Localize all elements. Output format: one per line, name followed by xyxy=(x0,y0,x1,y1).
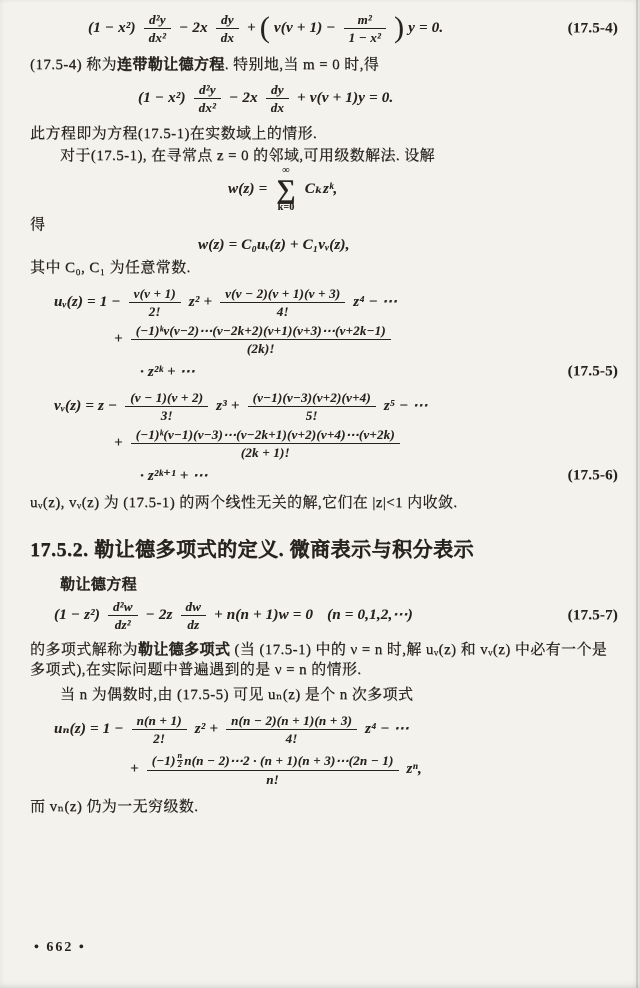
fraction xyxy=(248,390,376,423)
exponent-numerator: n xyxy=(177,751,183,760)
paragraph-associated-legendre xyxy=(30,55,618,75)
eq-term: + ν(ν + 1)y = 0. xyxy=(297,89,394,106)
equation-17-5-6-line2 xyxy=(30,427,618,460)
frac-numerator: dw xyxy=(181,599,207,616)
paragraph-even-n: 当 n 为偶数时,由 (17.5-5) 可见 uₙ(z) 是个 n 次多项式 xyxy=(60,687,414,703)
frac-numerator: dy xyxy=(216,12,239,29)
frac-numerator: (ν−1)(ν−3)(ν+2)(ν+4) xyxy=(248,390,376,407)
equation-17-5-5-line3 xyxy=(30,362,618,381)
frac-denominator: dx xyxy=(220,30,235,45)
fraction xyxy=(226,713,357,746)
equation-17-5-7 xyxy=(30,599,618,632)
text-run: (当 (17.5-1) 中的 ν = n 时,解 uᵥ(z) 和 vᵥ(z) 中必有一个是多项式),在实际问题中普遍遇到的是 ν = n 的情形. xyxy=(30,642,608,678)
sum-upper-limit: ∞ xyxy=(282,165,290,176)
sigma-glyph: ∑ xyxy=(276,174,296,204)
eq-term: · z²ᵏ + ⋯ xyxy=(140,364,195,380)
equation-number: (17.5-7) xyxy=(567,607,618,623)
frac-numerator: (−1)ᵏ(ν−1)(ν−3)⋯(ν−2k+1)(ν+2)(ν+4)⋯(ν+2k) xyxy=(131,427,400,444)
text-run: 的多项式解称为 xyxy=(30,642,138,658)
frac-denominator: (2k + 1)! xyxy=(240,445,290,460)
frac-denominator: dz² xyxy=(114,617,131,632)
fraction-dy-dx xyxy=(266,82,289,115)
fraction-general-term xyxy=(131,427,400,460)
paragraph-series-method: 对于(17.5-1), 在寻常点 z = 0 的邻域,可用级数解法. 设解 xyxy=(60,148,435,164)
eq-term: (−1) xyxy=(151,753,176,768)
eq-term: + n(n + 1)w = 0 xyxy=(214,606,314,623)
frac-denominator: 2! xyxy=(148,304,161,319)
eq-term: z³ + xyxy=(216,397,240,414)
section-heading-17-5-2: 17.5.2. 勒让德多项式的定义. 微商表示与积分表示 xyxy=(30,539,474,561)
equation-number: (17.5-5) xyxy=(567,363,618,379)
frac-numerator: n(n + 1) xyxy=(132,713,187,730)
frac-denominator: 4! xyxy=(285,731,298,746)
exponent-fraction-n-over-2 xyxy=(177,752,184,769)
eq-term: + xyxy=(114,434,123,451)
eq-term: − 2z xyxy=(145,606,173,623)
eq-term: − 2x xyxy=(179,19,208,36)
fraction-dy-dx xyxy=(216,12,239,45)
eq-condition: (n = 0,1,2,⋯) xyxy=(327,606,413,623)
eq-term: z⁴ − ⋯ xyxy=(365,720,409,737)
summation-symbol xyxy=(276,166,295,213)
equation-series-ansatz xyxy=(30,166,618,213)
eq-term: − 2x xyxy=(229,89,258,106)
equation-number: (17.5-4) xyxy=(567,20,618,36)
frac-numerator: ν(ν + 1) xyxy=(129,286,181,303)
frac-denominator: (2k)! xyxy=(246,341,275,356)
frac-denominator: dx xyxy=(270,100,285,115)
frac-numerator: d²w xyxy=(108,599,138,616)
bold-term-associated-legendre: 连带勒让德方程 xyxy=(116,57,225,73)
fraction-d2y-dx2 xyxy=(194,82,222,115)
text-run: . 特别地,当 m = 0 时,得 xyxy=(224,57,380,73)
exponent-denominator: 2 xyxy=(177,760,182,769)
fraction xyxy=(125,390,208,423)
frac-numerator: (ν − 1)(ν + 2) xyxy=(125,390,208,407)
eq-term: y = 0. xyxy=(408,19,444,36)
paragraph-de: 得 xyxy=(30,217,46,233)
equation-17-5-6-line1 xyxy=(30,390,618,423)
big-right-paren: ) xyxy=(394,10,405,44)
eq-term: n(n − 2)⋯2 · (n + 1)(n + 3)⋯(2n − 1) xyxy=(184,753,394,768)
page-number: • 662 • xyxy=(34,940,86,955)
paragraph-legendre-equation-label: 勒让德方程 xyxy=(60,577,138,593)
eq-term: Cₖzᵏ, xyxy=(304,180,338,197)
frac-denominator: 3! xyxy=(160,408,173,423)
frac-denominator: dx² xyxy=(148,30,167,45)
eq-term: uᵥ(z) = 1 − xyxy=(54,293,121,310)
frac-denominator: 4! xyxy=(276,304,289,319)
eq-term: + xyxy=(114,330,123,347)
frac-numerator: (−1)ᵏν(ν−2)⋯(ν−2k+2)(ν+1)(ν+3)⋯(ν+2k−1) xyxy=(131,323,391,340)
fraction-general-term xyxy=(131,323,391,356)
fraction-final-term xyxy=(147,752,399,787)
frac-denominator: n! xyxy=(266,772,279,787)
eq-term: uₙ(z) = 1 − xyxy=(54,720,124,737)
fraction-dw-dz xyxy=(181,599,207,632)
frac-numerator: m² xyxy=(344,12,386,29)
fraction-d2y-dx2 xyxy=(144,12,172,45)
eq-term: ν(ν + 1) − xyxy=(273,19,336,36)
paragraph-arbitrary-constants: 其中 C₀, C₁ 为任意常数. xyxy=(30,260,191,276)
frac-numerator: d²y xyxy=(144,12,172,29)
frac-numerator xyxy=(147,752,399,771)
eq-term: z⁵ − ⋯ xyxy=(383,397,428,414)
equation-17-5-6-line3 xyxy=(30,466,618,485)
frac-numerator: n(n − 2)(n + 1)(n + 3) xyxy=(226,713,357,730)
scan-edge xyxy=(636,0,638,988)
eq-term: (1 − x²) xyxy=(88,19,136,36)
equation-un-line1 xyxy=(30,713,618,746)
fraction-m2 xyxy=(344,12,386,45)
big-left-paren: ( xyxy=(259,10,270,44)
sum-lower-limit: k=0 xyxy=(277,202,295,213)
eq-term: + xyxy=(130,760,139,777)
eq-term: z² + xyxy=(194,720,219,737)
equation-un-line2 xyxy=(30,752,618,787)
frac-numerator: dy xyxy=(266,82,289,99)
frac-denominator: dz xyxy=(187,617,200,632)
eq-term: · z²ᵏ⁺¹ + ⋯ xyxy=(140,468,208,484)
eq-term: zⁿ, xyxy=(406,760,422,777)
eq-term: + xyxy=(247,19,256,36)
eq-term: (1 − x²) xyxy=(138,89,186,106)
text-run: (17.5-4) 称为 xyxy=(30,57,117,73)
eq-term: w(z) = xyxy=(228,180,268,197)
frac-denominator: dx² xyxy=(198,100,217,115)
fraction xyxy=(129,286,181,319)
frac-numerator: ν(ν − 2)(ν + 1)(ν + 3) xyxy=(220,286,345,303)
fraction-d2w-dz2 xyxy=(108,599,138,632)
equation-number: (17.5-6) xyxy=(567,467,618,483)
eq-term: vᵥ(z) = z − xyxy=(54,397,118,414)
paragraph-vn-infinite-series: 而 vₙ(z) 仍为一无穷级数. xyxy=(30,799,199,815)
eq-term: (1 − z²) xyxy=(54,606,101,623)
frac-denominator: 1 − x² xyxy=(348,30,382,45)
equation-general-solution: w(z) = C₀uᵥ(z) + C₁vᵥ(z), xyxy=(198,237,350,253)
frac-denominator: 5! xyxy=(305,408,318,423)
frac-denominator: 2! xyxy=(153,731,166,746)
fraction xyxy=(220,286,345,319)
paragraph-linearly-independent: uᵥ(z), vᵥ(z) 为 (17.5-1) 的两个线性无关的解,它们在 |z|<1 内收敛. xyxy=(30,495,458,511)
eq-term: z⁴ − ⋯ xyxy=(353,293,398,310)
paragraph-polynomial-definition xyxy=(30,640,618,680)
bold-term-legendre-polynomial: 勒让德多项式 xyxy=(137,642,231,658)
frac-numerator: d²y xyxy=(194,82,222,99)
fraction xyxy=(132,713,187,746)
paragraph-real-domain-note: 此方程即为方程(17.5-1)在实数域上的情形. xyxy=(30,126,318,142)
equation-17-5-5-line1 xyxy=(30,286,618,319)
equation-legendre-real xyxy=(30,82,618,115)
equation-17-5-4 xyxy=(30,12,618,45)
equation-17-5-5-line2 xyxy=(30,323,618,356)
eq-term: z² + xyxy=(188,293,213,310)
